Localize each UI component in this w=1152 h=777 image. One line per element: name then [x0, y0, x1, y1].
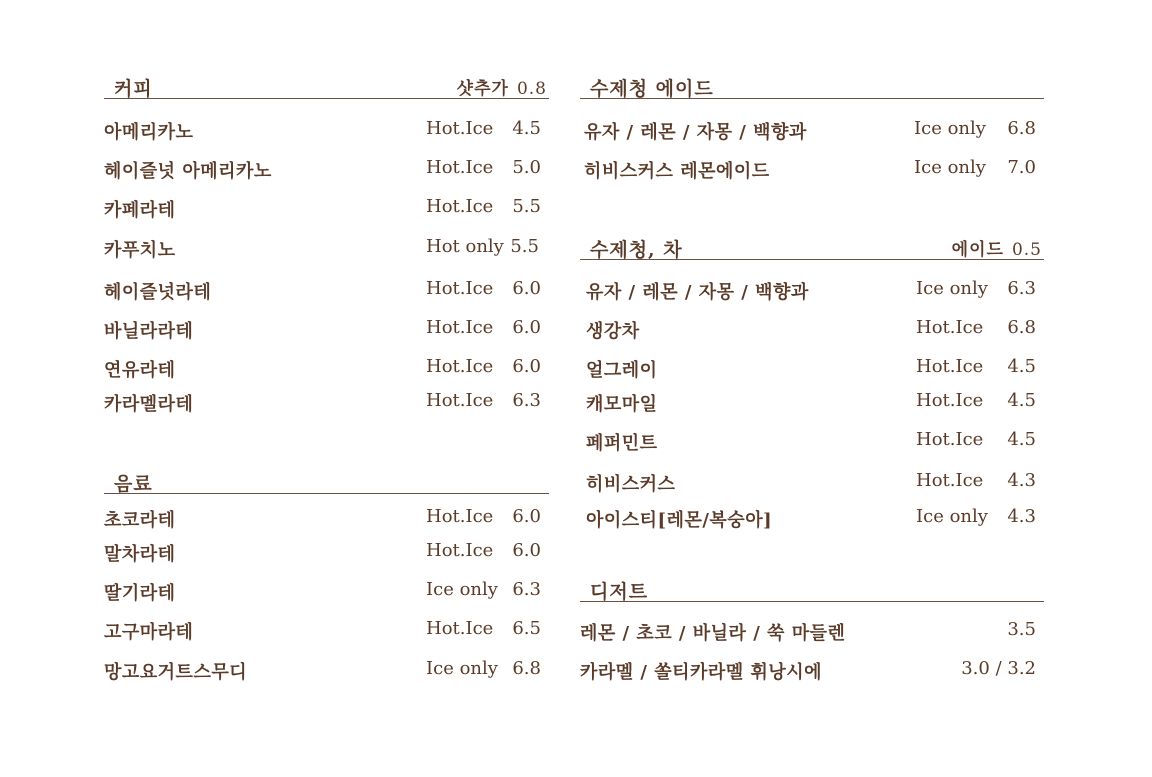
item-temp: Hot.Ice — [916, 356, 984, 377]
item-temp: Hot.Ice — [426, 356, 494, 377]
section-header — [104, 469, 549, 494]
item-price: 6.0 — [512, 278, 541, 299]
menu-item — [104, 540, 549, 564]
item-temp: Hot.Ice — [426, 196, 494, 217]
item-price: 7.0 — [1007, 157, 1036, 178]
item-temp: Hot.Ice — [426, 157, 494, 178]
menu-item — [104, 196, 549, 220]
item-price: 4.5 — [1007, 390, 1036, 411]
item-temp: Hot.Ice — [426, 118, 494, 139]
menu-item — [104, 390, 549, 414]
item-name: 카페라테 — [104, 200, 176, 221]
item-price: 5.0 — [512, 157, 541, 178]
ade-section — [580, 74, 1044, 182]
item-name: 생강차 — [586, 321, 640, 342]
section-title: 커피 — [114, 78, 153, 100]
item-price: 6.0 — [512, 540, 541, 561]
section-title: 디저트 — [590, 581, 649, 603]
item-name: 고구마라테 — [104, 622, 194, 643]
menu-item — [104, 356, 549, 380]
item-name: 바닐라라테 — [104, 321, 194, 342]
item-price: 3.5 — [1007, 619, 1036, 640]
section-header — [580, 235, 1044, 260]
item-name: 아메리카노 — [104, 122, 194, 143]
item-name: 유자 / 레몬 / 자몽 / 백향과 — [584, 122, 807, 143]
menu-item — [104, 317, 549, 341]
extra-label: 샷추가 — [456, 79, 509, 99]
menu-item — [104, 618, 549, 642]
item-name: 카라멜라테 — [104, 394, 194, 415]
item-price: 3.0 / 3.2 — [961, 658, 1036, 679]
item-name: 페퍼민트 — [586, 433, 658, 454]
menu-item — [580, 356, 1044, 380]
menu-item — [104, 278, 549, 302]
item-name: 얼그레이 — [586, 360, 658, 381]
item-temp: Ice only — [426, 579, 498, 600]
item-price: 4.3 — [1007, 470, 1036, 491]
item-price: 6.8 — [1007, 317, 1036, 338]
item-temp: Hot.Ice — [426, 390, 494, 411]
item-name: 헤이즐넛라테 — [104, 282, 212, 303]
extra-price: 0.5 — [1011, 240, 1042, 260]
menu-item — [104, 506, 549, 530]
item-name: 헤이즐넛 아메리카노 — [104, 161, 272, 182]
item-price: 4.5 — [1007, 356, 1036, 377]
item-temp: Hot.Ice — [426, 278, 494, 299]
extra-price: 0.8 — [516, 79, 547, 99]
drinks-section — [104, 469, 549, 683]
menu-item — [104, 236, 549, 260]
item-name: 망고요거트스무디 — [104, 662, 248, 683]
item-name: 딸기라테 — [104, 583, 176, 604]
item-temp: Hot.Ice — [916, 470, 984, 491]
item-temp: Ice only — [916, 506, 988, 527]
dessert-section — [580, 577, 1044, 683]
item-price: 4.5 — [1007, 429, 1036, 450]
item-name: 연유라테 — [104, 360, 176, 381]
item-temp: Ice only — [914, 157, 986, 178]
item-name: 카라멜 / 쏠티카라멜 휘낭시에 — [580, 662, 823, 683]
item-temp: Hot.Ice — [426, 618, 494, 639]
extra-shot-note — [457, 74, 547, 99]
menu-item — [580, 429, 1044, 453]
item-price: 6.3 — [512, 390, 541, 411]
extra-ade-note — [952, 235, 1042, 260]
item-temp: Hot.Ice — [426, 317, 494, 338]
item-price: 6.8 — [1007, 118, 1036, 139]
item-name: 초코라테 — [104, 510, 176, 531]
item-name: 히비스커스 — [586, 474, 676, 495]
item-price: 4.3 — [1007, 506, 1036, 527]
item-temp: Hot.Ice — [916, 390, 984, 411]
menu-item — [580, 470, 1044, 494]
menu-item — [580, 157, 1044, 181]
item-price: 6.0 — [512, 356, 541, 377]
item-name: 유자 / 레몬 / 자몽 / 백향과 — [586, 282, 809, 303]
menu-item — [580, 619, 1044, 643]
section-header — [104, 74, 549, 99]
coffee-section — [104, 74, 549, 415]
menu-item — [580, 118, 1044, 142]
menu-item — [104, 658, 549, 682]
item-temp: Hot.Ice — [916, 429, 984, 450]
item-price: 6.0 — [512, 506, 541, 527]
menu-item — [104, 157, 549, 181]
menu-item — [104, 579, 549, 603]
item-name: 히비스커스 레몬에이드 — [584, 161, 770, 182]
menu-item — [580, 658, 1044, 682]
section-header — [580, 74, 1044, 99]
item-name: 말차라테 — [104, 544, 176, 565]
item-temp: Hot only — [426, 236, 504, 257]
item-name: 카푸치노 — [104, 240, 176, 261]
extra-label: 에이드 — [951, 240, 1004, 260]
item-price: 6.5 — [512, 618, 541, 639]
item-temp: Ice only — [914, 118, 986, 139]
item-temp: Hot.Ice — [916, 317, 984, 338]
item-price: 6.3 — [512, 579, 541, 600]
menu-item — [580, 278, 1044, 302]
item-price: 6.0 — [512, 317, 541, 338]
tea-section — [580, 235, 1044, 531]
menu-item — [580, 317, 1044, 341]
item-name: 캐모마일 — [586, 394, 658, 415]
section-title: 음료 — [114, 473, 153, 495]
item-name: 아이스티[레몬/복숭아] — [586, 510, 773, 531]
item-name: 레몬 / 초코 / 바닐라 / 쑥 마들렌 — [580, 623, 846, 644]
menu-item — [580, 390, 1044, 414]
item-temp: Ice only — [916, 278, 988, 299]
section-title: 수제청 에이드 — [590, 78, 714, 100]
section-title: 수제청, 차 — [590, 239, 683, 261]
item-price: 4.5 — [512, 118, 541, 139]
item-temp: Ice only — [426, 658, 498, 679]
item-price: 6.3 — [1007, 278, 1036, 299]
menu-item — [104, 118, 549, 142]
menu-item — [580, 506, 1044, 530]
item-temp: Hot.Ice — [426, 506, 494, 527]
item-temp: Hot.Ice — [426, 540, 494, 561]
item-price: 5.5 — [510, 236, 539, 257]
item-price: 6.8 — [512, 658, 541, 679]
item-price: 5.5 — [512, 196, 541, 217]
section-header — [580, 577, 1044, 602]
